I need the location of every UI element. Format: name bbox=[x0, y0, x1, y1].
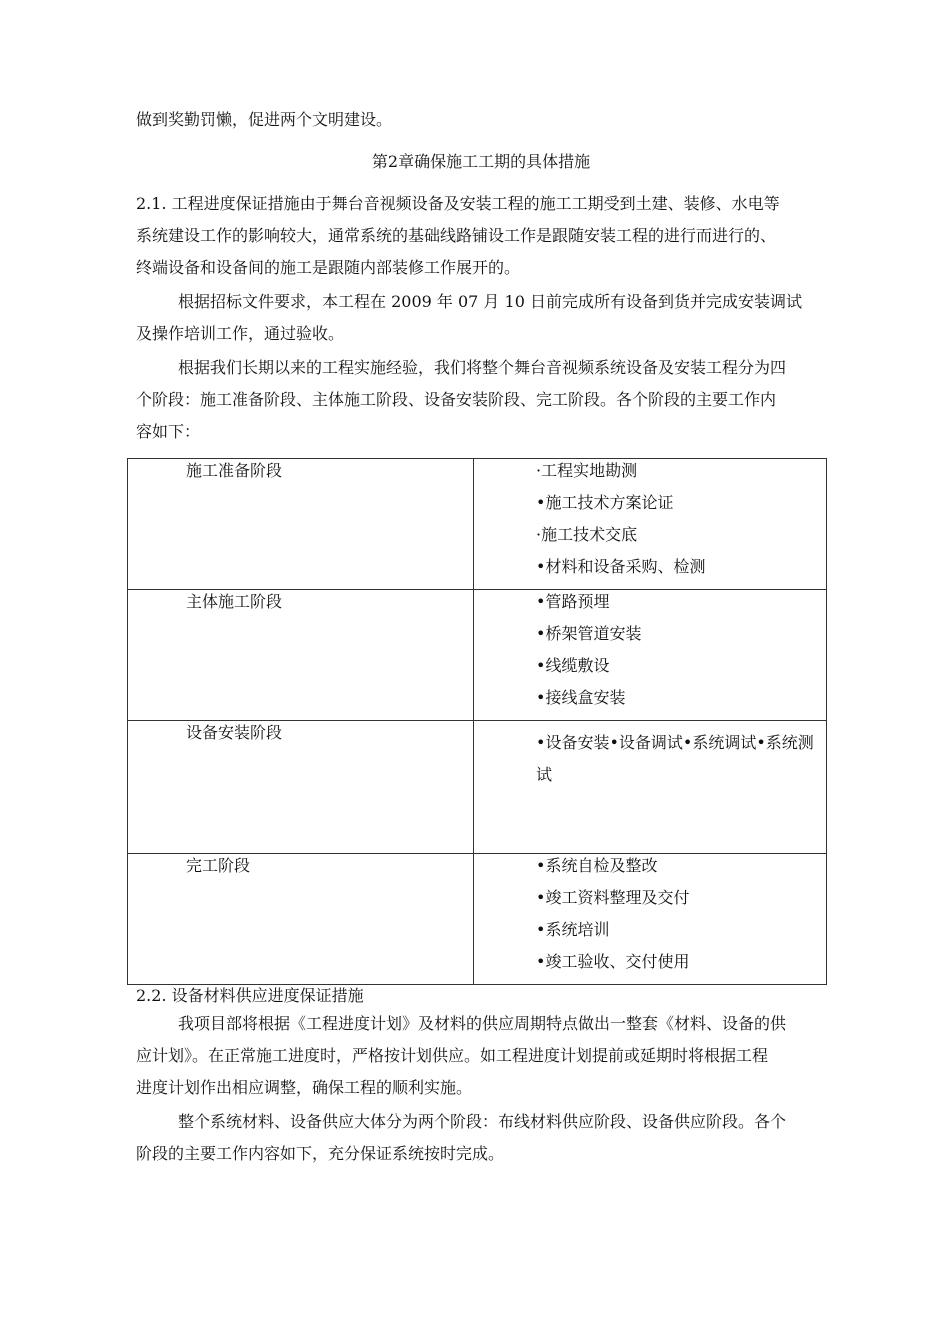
list-item: •施工技术方案论证 bbox=[536, 493, 674, 512]
paragraph-intro-line: 做到奖勤罚懒，促进两个文明建设。 bbox=[136, 110, 393, 129]
stage-items-cell bbox=[474, 590, 827, 721]
section-2-2-title: 2.2. 设备材料供应进度保证措施 bbox=[136, 986, 364, 1005]
list-item: ·工程实地勘测 bbox=[536, 461, 638, 480]
paragraph-2-1-line-2: 系统建设工作的影响较大，通常系统的基础线路铺设工作是跟随安装工程的进行而进行的、 bbox=[136, 226, 777, 245]
paragraph-supply-plan-line-3: 进度计划作出相应调整，确保工程的顺利实施。 bbox=[136, 1078, 473, 1097]
stage-items-cell bbox=[474, 854, 827, 985]
stage-name: 设备安装阶段 bbox=[186, 723, 283, 742]
list-item: •竣工验收、交付使用 bbox=[536, 952, 690, 971]
paragraph-2-1-line-1: 2.1. 工程进度保证措施由于舞台音视频设备及安装工程的施工工期受到土建、装修、水电等 bbox=[136, 194, 780, 213]
list-item: •管路预埋 bbox=[536, 592, 610, 611]
table-row bbox=[128, 721, 827, 854]
list-item: •系统自检及整改 bbox=[536, 856, 658, 875]
chapter-title: 第2章确保施工工期的具体措施 bbox=[371, 152, 591, 171]
paragraph-supply-stages-line-2: 阶段的主要工作内容如下，充分保证系统按时完成。 bbox=[136, 1144, 505, 1163]
paragraph-stages-intro-line-2: 个阶段：施工准备阶段、主体施工阶段、设备安装阶段、完工阶段。各个阶段的主要工作内 bbox=[136, 390, 777, 409]
stage-name-cell bbox=[128, 854, 474, 985]
list-item: •材料和设备采购、检测 bbox=[536, 557, 706, 576]
paragraph-stages-intro-line-3: 容如下： bbox=[136, 422, 201, 441]
list-item: •竣工资料整理及交付 bbox=[536, 888, 690, 907]
paragraph-supply-plan-line-1: 我项目部将根据《工程进度计划》及材料的供应周期特点做出一整套《材料、设备的供 bbox=[178, 1014, 787, 1033]
stage-name-cell bbox=[128, 459, 474, 590]
stage-name-cell bbox=[128, 590, 474, 721]
stage-name: 完工阶段 bbox=[186, 856, 251, 875]
stage-name: 施工准备阶段 bbox=[186, 461, 283, 480]
stage-items-cell bbox=[474, 459, 827, 590]
paragraph-bid-requirement-line-2: 及操作培训工作，通过验收。 bbox=[136, 324, 345, 343]
stages-table bbox=[127, 458, 827, 985]
list-item: •设备安装•设备调试•系统调试•系统测试 bbox=[536, 733, 814, 784]
stage-name-cell bbox=[128, 721, 474, 854]
stage-items-cell bbox=[474, 721, 827, 854]
paragraph-supply-stages-line-1: 整个系统材料、设备供应大体分为两个阶段：布线材料供应阶段、设备供应阶段。各个 bbox=[178, 1112, 787, 1131]
table-row bbox=[128, 590, 827, 721]
list-item: ·施工技术交底 bbox=[536, 525, 638, 544]
stage-name: 主体施工阶段 bbox=[186, 592, 283, 611]
paragraph-bid-requirement-line-1: 根据招标文件要求，本工程在 2009 年 07 月 10 日前完成所有设备到货并完成安装调试 bbox=[178, 292, 802, 311]
paragraph-2-1-line-3: 终端设备和设备间的施工是跟随内部装修工作展开的。 bbox=[136, 258, 521, 277]
table-row bbox=[128, 459, 827, 590]
paragraph-stages-intro-line-1: 根据我们长期以来的工程实施经验，我们将整个舞台音视频系统设备及安装工程分为四 bbox=[178, 358, 787, 377]
list-item: •系统培训 bbox=[536, 920, 610, 939]
table-row bbox=[128, 854, 827, 985]
paragraph-supply-plan-line-2: 应计划》。在正常施工进度时，严格按计划供应。如工程进度计划提前或延期时将根据工程 bbox=[136, 1046, 769, 1065]
list-item: •线缆敷设 bbox=[536, 656, 610, 675]
list-item: •桥架管道安装 bbox=[536, 624, 642, 643]
list-item: •接线盒安装 bbox=[536, 688, 626, 707]
